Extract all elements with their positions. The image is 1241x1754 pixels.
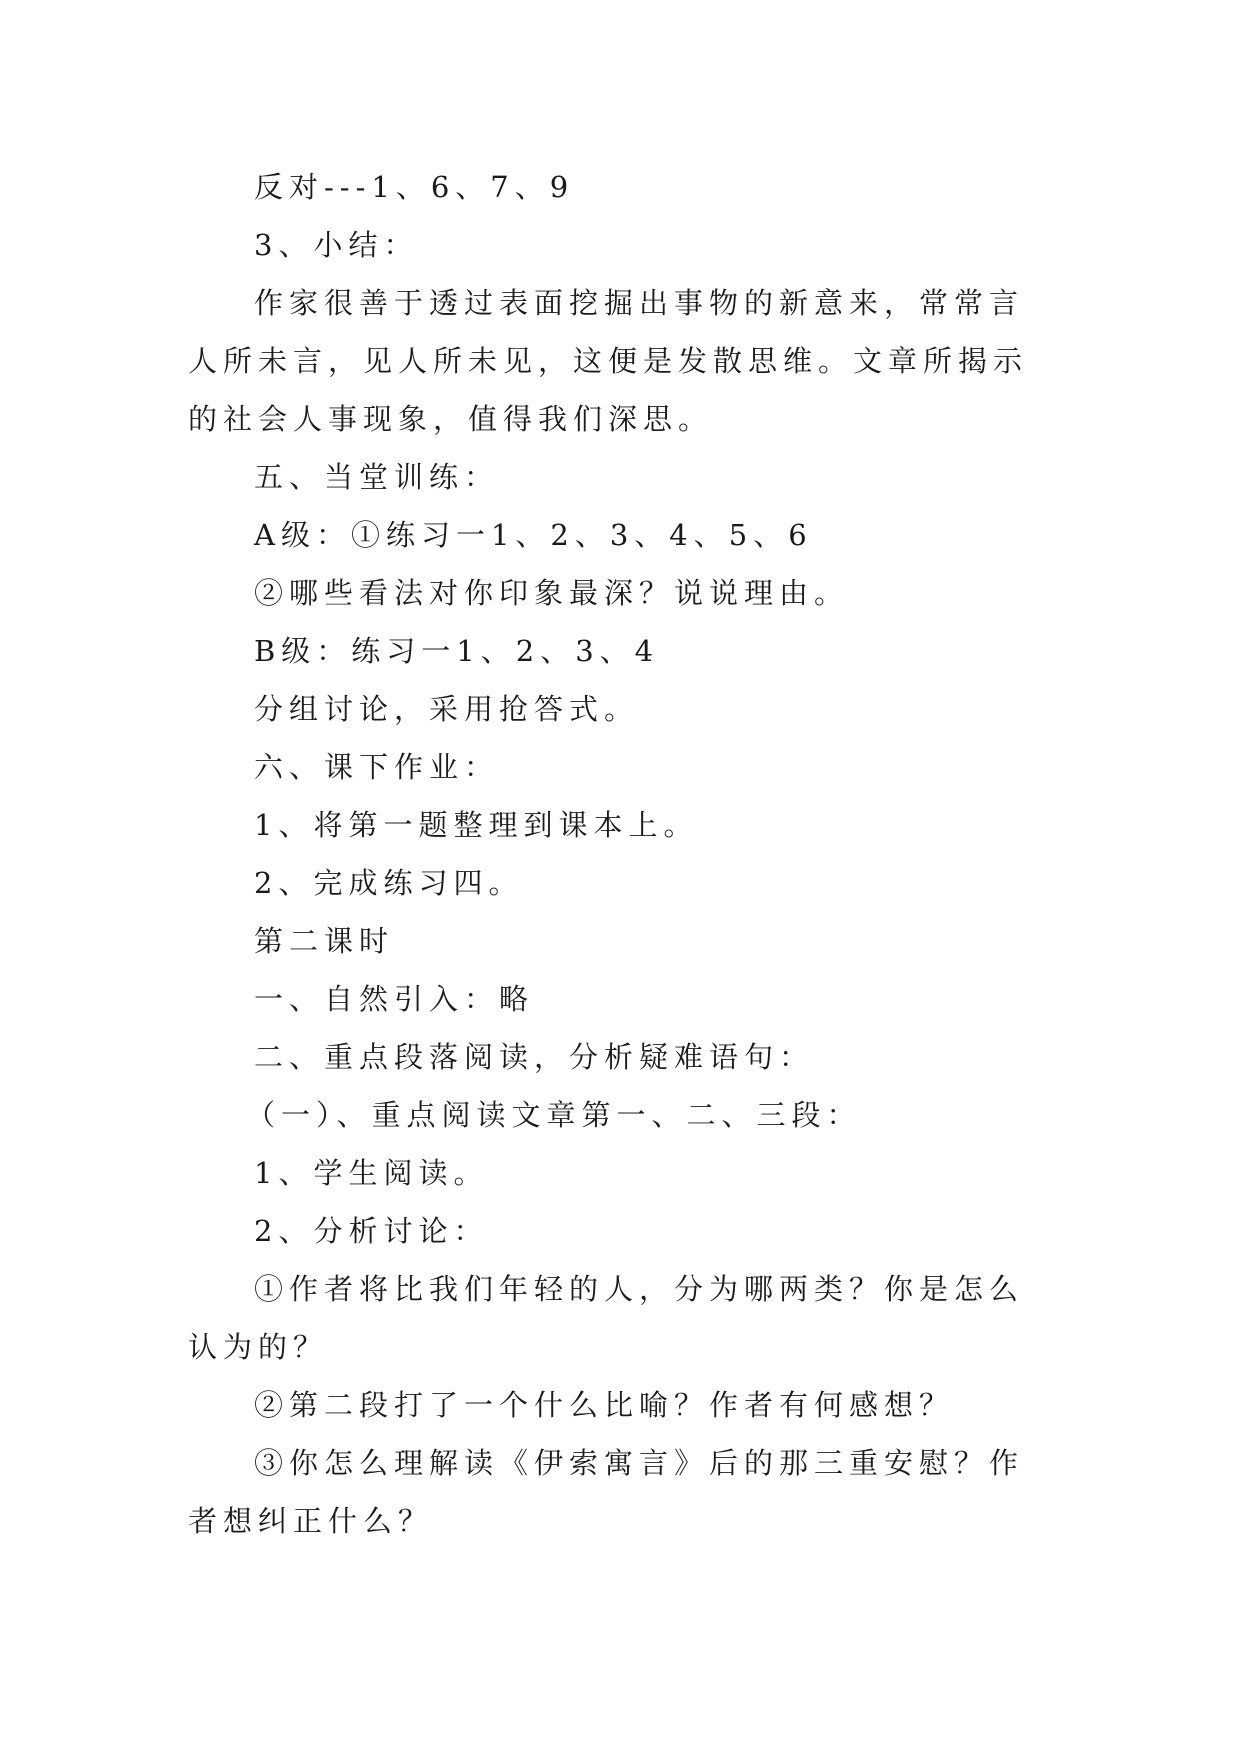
section-heading-second-lesson: 第二课时 — [254, 924, 395, 958]
subsection-heading-reading-paragraphs: （一）、重点阅读文章第一、二、三段： — [246, 1098, 862, 1132]
paragraph-question-1: ①作者将比我们年轻的人，分为哪两类？你是怎么认为的？ — [188, 1272, 1025, 1364]
paragraph-level-b-exercise: B级：练习一1、2、3、4 — [254, 634, 660, 668]
paragraph-summary-heading: 3、小结： — [254, 228, 419, 262]
section-heading-key-paragraph-reading: 二、重点段落阅读，分析疑难语句： — [254, 1040, 815, 1074]
paragraph-analysis-discussion: 2、分析讨论： — [254, 1214, 489, 1248]
section-heading-homework: 六、课下作业： — [254, 750, 500, 784]
section-heading-classroom-training: 五、当堂训练： — [254, 460, 500, 494]
paragraph-homework-item-1: 1、将第一题整理到课本上。 — [254, 808, 699, 842]
paragraph-student-reading: 1、学生阅读。 — [254, 1156, 489, 1190]
document-page — [188, 158, 1050, 1550]
paragraph-question-2: ②第二段打了一个什么比喻？作者有何感想？ — [254, 1388, 955, 1422]
paragraph-opposition-list: 反对---1、6、7、9 — [254, 170, 575, 204]
paragraph-level-a-question: ②哪些看法对你印象最深？说说理由。 — [254, 576, 850, 610]
paragraph-homework-item-2: 2、完成练习四。 — [254, 866, 524, 900]
paragraph-summary-text: 作家很善于透过表面挖掘出事物的新意来，常常言人所未言，见人所未见，这便是发散思维。文章所揭示的社会人事现象，值得我们深思。 — [188, 286, 1029, 436]
paragraph-question-3: ③你怎么理解读《伊索寓言》后的那三重安慰？作者想纠正什么？ — [188, 1446, 1025, 1538]
paragraph-group-discussion: 分组讨论，采用抢答式。 — [254, 692, 640, 726]
paragraph-level-a-exercise: A级：①练习一1、2、3、4、5、6 — [254, 518, 813, 552]
section-heading-natural-introduction: 一、自然引入：略 — [254, 982, 535, 1016]
